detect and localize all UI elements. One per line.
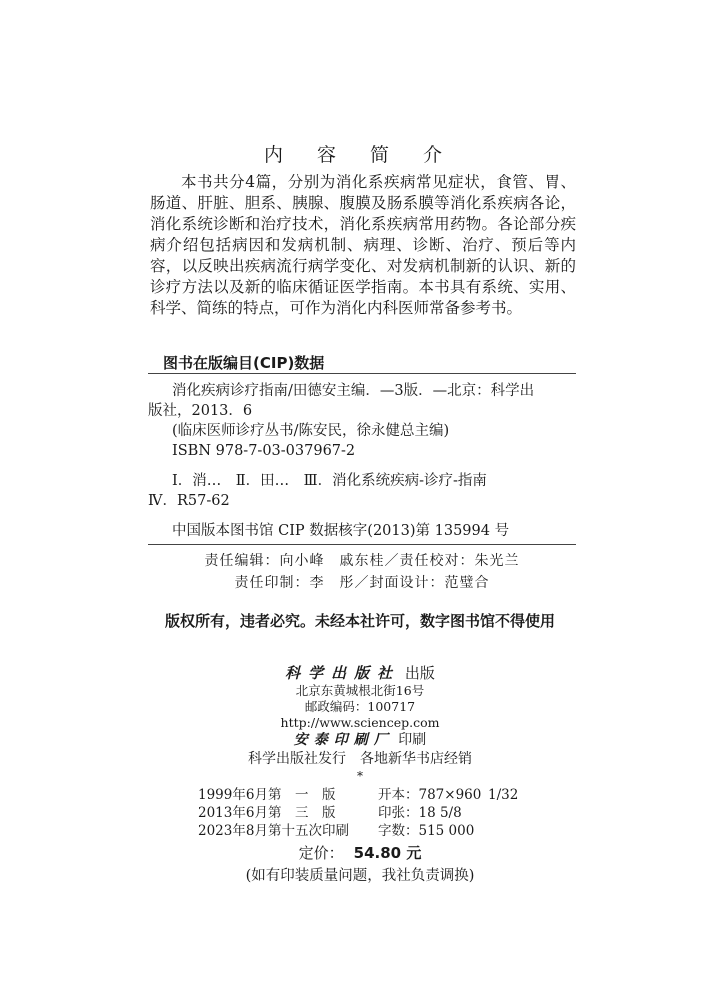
- separator-star: *: [357, 769, 363, 783]
- edition-table: [198, 786, 558, 840]
- book-summary: [150, 172, 576, 319]
- distribution-line: 科学出版社发行 各地新华书店经销: [248, 751, 472, 767]
- quality-note: (如有印装质量问题，我社负责调换): [245, 868, 475, 884]
- cip-top-rule: [148, 373, 576, 374]
- publisher-name: 科学出版社: [285, 664, 401, 682]
- edition-extra: [488, 822, 558, 840]
- staff-line-editors: 责任编辑：向小峰 戚东桂／责任校对：朱光兰: [204, 553, 520, 569]
- summary-text: 本书共分4篇，分别为消化系疾病常见症状，食管、胃、肠道、肝脏、胆系、胰腺、腹膜及肠系膜等消化系疾病各论，消化系统诊断和治疗技术，消化系疾病常用药物。各论部分疾病介绍包括病因和发病机制、病理、诊断、治疗、预后等内容，以反映出疾病流行病学变化、对发病机制新的认识、新的诊疗方法以及新的临床循证医学指南。本书具有系统、实用、科学、简练的特点，可作为消化内科医师常备参考书。: [150, 173, 576, 317]
- publisher-url: http://www.sciencep.com: [280, 715, 440, 730]
- price-label: 定价：: [298, 844, 344, 862]
- edition-row: [198, 786, 558, 804]
- cip-title-line: 消化疾病诊疗指南/田德安主编．—3版．—北京：科学出: [172, 383, 535, 399]
- edition-extra: [488, 804, 558, 822]
- edition-date: 2023年8月第十五次印刷: [198, 823, 349, 839]
- staff-credits: [148, 550, 576, 594]
- edition-date: 2013年6月第 三 版: [198, 805, 336, 821]
- price-line: [0, 842, 720, 863]
- edition-spec: 开本：787×960: [378, 787, 482, 803]
- cip-title-line-cont: 版社，2013．6: [148, 403, 253, 419]
- cip-isbn: ISBN 978-7-03-037967-2: [172, 443, 356, 459]
- cip-record-number: 中国版本图书馆 CIP 数据核字(2013)第 135994 号: [172, 523, 510, 539]
- printer-suffix: 印刷: [398, 732, 427, 748]
- price-value: 54.80 元: [353, 844, 422, 862]
- copyright-notice: 版权所有，违者必究。未经本社许可，数字图书馆不得使用: [164, 612, 555, 630]
- cip-bottom-rule: [148, 544, 576, 545]
- cip-series-line: (临床医师诊疗丛书/陈安民，徐永健总主编): [172, 423, 450, 439]
- edition-extra: 1/32: [488, 787, 519, 803]
- cip-heading: 图书在版编目(CIP)数据: [163, 354, 325, 372]
- cip-classification: Ⅰ．消… Ⅱ．田… Ⅲ．消化系统疾病-诊疗-指南: [172, 473, 487, 489]
- publisher-block: [0, 662, 720, 783]
- staff-line-production: 责任印制：李 彤／封面设计：范璧合: [234, 575, 490, 591]
- page-title: 内 容 简 介: [263, 144, 457, 166]
- publisher-address: 北京东黄城根北街16号: [295, 683, 425, 698]
- edition-spec: 印张：18 5/8: [378, 805, 462, 821]
- edition-row: [198, 822, 558, 840]
- cip-record: [148, 381, 576, 541]
- printer-name: 安泰印刷厂: [293, 732, 394, 748]
- publisher-suffix: 出版: [404, 664, 435, 682]
- publisher-postcode: 邮政编码：100717: [304, 699, 416, 714]
- edition-date: 1999年6月第 一 版: [198, 787, 336, 803]
- cip-classification-cont: Ⅳ．R57-62: [148, 493, 230, 509]
- edition-spec: 字数：515 000: [378, 823, 475, 839]
- edition-row: [198, 804, 558, 822]
